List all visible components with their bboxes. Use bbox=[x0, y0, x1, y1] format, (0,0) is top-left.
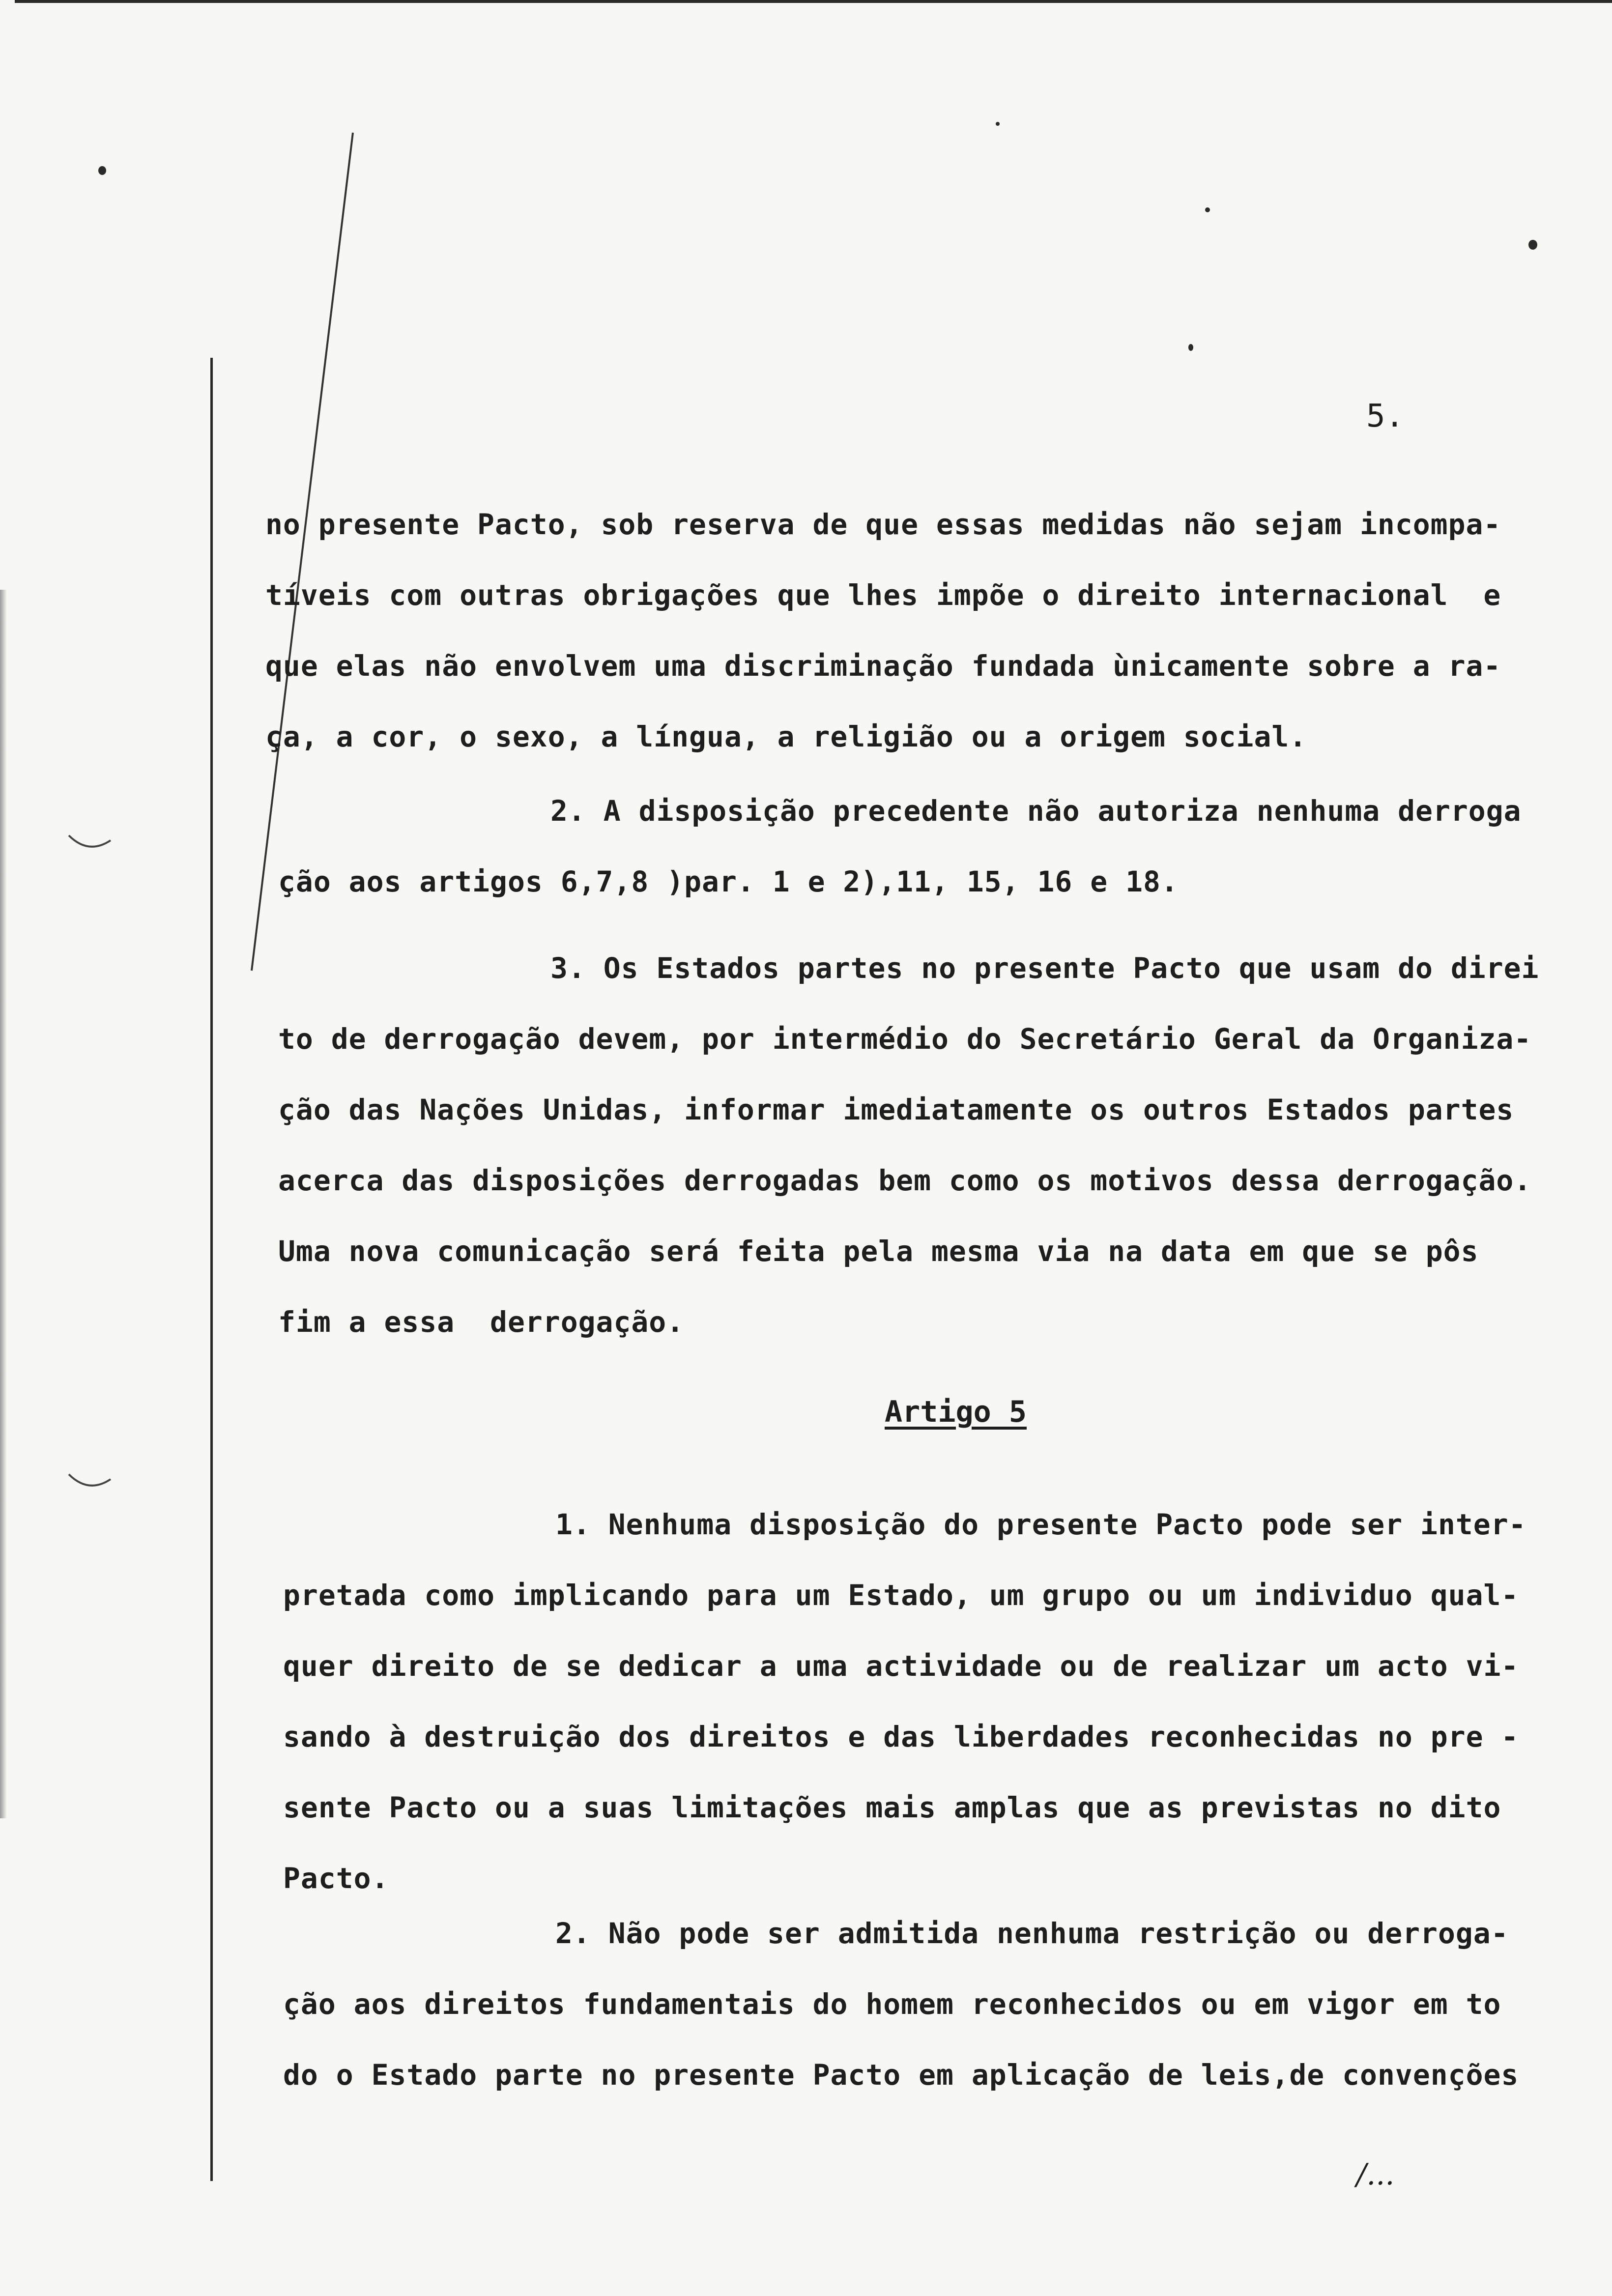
text-line: Pacto. bbox=[283, 1862, 389, 1895]
text-line: do o Estado parte no presente Pacto em aplicação de leis,de convenções bbox=[283, 2058, 1519, 2092]
page-number: 5. bbox=[1366, 398, 1405, 434]
continuation-mark: /... bbox=[1356, 2157, 1395, 2192]
paragraph-2 bbox=[278, 775, 1522, 917]
ink-speck bbox=[1188, 344, 1193, 351]
text-line: que elas não envolvem uma discriminação fundada ùnicamente sobre a ra- bbox=[265, 649, 1501, 683]
article-paragraph-1 bbox=[283, 1489, 1526, 1914]
paragraph-3 bbox=[278, 933, 1539, 1357]
ink-speck bbox=[1528, 240, 1537, 250]
text-line: ção aos direitos fundamentais do homem reconhecidos ou em vigor em to bbox=[283, 1987, 1501, 2021]
text-line: no presente Pacto, sob reserva de que essas medidas não sejam incompa- bbox=[265, 508, 1501, 541]
text-line: 2. A disposição precedente não autoriza nenhuma derroga bbox=[550, 794, 1522, 828]
article-paragraph-2 bbox=[283, 1898, 1519, 2110]
text-line: sando à destruição dos direitos e das liberdades reconhecidas no pre - bbox=[283, 1720, 1519, 1753]
text-line: sente Pacto ou a suas limitações mais amplas que as previstas no dito bbox=[283, 1791, 1501, 1824]
text-line: fim a essa derrogação. bbox=[278, 1305, 685, 1339]
text-line: to de derrogação devem, por intermédio do Secretário Geral da Organiza- bbox=[278, 1022, 1532, 1056]
text-line: quer direito de se dedicar a uma actividade ou de realizar um acto vi- bbox=[283, 1649, 1519, 1683]
text-line: ção aos artigos 6,7,8 )par. 1 e 2),11, 15, 16 e 18. bbox=[278, 865, 1179, 898]
text-line: ção das Nações Unidas, informar imediatamente os outros Estados partes bbox=[278, 1093, 1514, 1126]
text-line: pretada como implicando para um Estado, um grupo ou um individuo qual- bbox=[283, 1578, 1519, 1612]
text-line: ça, a cor, o sexo, a língua, a religião ou a origem social. bbox=[265, 720, 1307, 753]
text-line: 1. Nenhuma disposição do presente Pacto pode ser inter- bbox=[555, 1508, 1526, 1541]
ink-speck bbox=[996, 122, 1000, 126]
ink-speck bbox=[1205, 207, 1210, 212]
text-line: 3. Os Estados partes no presente Pacto que usam do direi bbox=[550, 951, 1539, 985]
article-heading: Artigo 5 bbox=[885, 1395, 1027, 1429]
paragraph-continuation bbox=[265, 489, 1501, 772]
text-line: acerca das disposições derrogadas bem como os motivos dessa derrogação. bbox=[278, 1164, 1532, 1197]
ink-speck bbox=[98, 166, 106, 175]
text-line: tíveis com outras obrigações que lhes impõe o direito internacional e bbox=[265, 578, 1501, 612]
text-line: 2. Não pode ser admitida nenhuma restrição ou derroga- bbox=[555, 1917, 1509, 1950]
text-line: Uma nova comunicação será feita pela mesma via na data em que se pôs bbox=[278, 1234, 1479, 1268]
